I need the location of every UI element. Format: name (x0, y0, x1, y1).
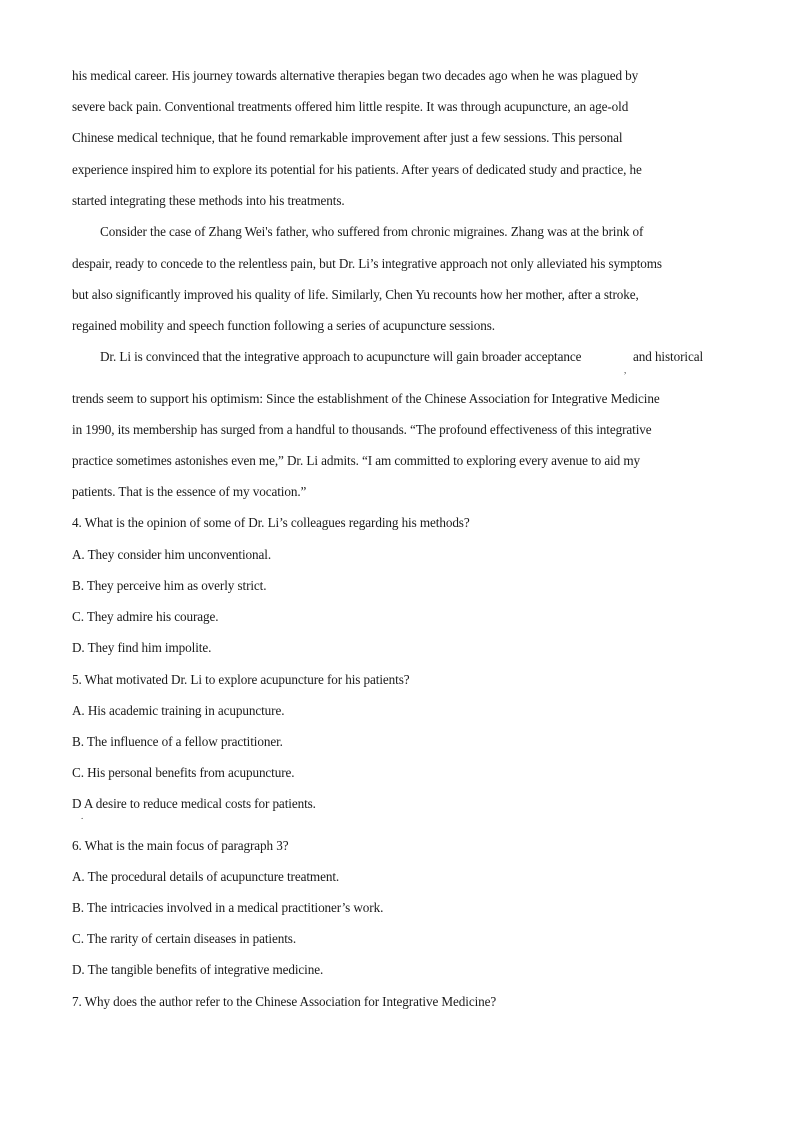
passage-line: his medical career. His journey towards alternative therapies began two decades ago when he was plagued by (72, 68, 639, 83)
question-stem: 6. What is the main focus of paragraph 3? (72, 838, 289, 853)
passage-line: Chinese medical technique, that he found remarkable improvement after just a few sessions. This personal (72, 130, 623, 145)
answer-option: A. His academic training in acupuncture. (72, 703, 285, 718)
answer-option: B. The intricacies involved in a medical practitioner’s work. (72, 900, 384, 915)
answer-option: A. They consider him unconventional. (72, 547, 272, 562)
passage-line: experience inspired him to explore its potential for his patients. After years of dedicated study and practice, he (72, 162, 642, 177)
passage-line: and historical (633, 349, 704, 364)
answer-option: D. They find him impolite. (72, 640, 212, 655)
stray-period-mark: . (81, 811, 84, 821)
passage-line: started integrating these methods into his treatments. (72, 193, 345, 208)
answer-option: B. They perceive him as overly strict. (72, 578, 267, 593)
passage-line: but also significantly improved his quality of life. Similarly, Chen Yu recounts how her mother, after a stroke, (72, 287, 639, 302)
question-stem: 7. Why does the author refer to the Chinese Association for Integrative Medicine? (72, 994, 497, 1009)
answer-option: B. The influence of a fellow practitioner. (72, 734, 283, 749)
answer-option: C. They admire his courage. (72, 609, 219, 624)
question-stem: 5. What motivated Dr. Li to explore acupuncture for his patients? (72, 672, 410, 687)
question-stem: 4. What is the opinion of some of Dr. Li’s colleagues regarding his methods? (72, 515, 470, 530)
passage-line: despair, ready to concede to the relentless pain, but Dr. Li’s integrative approach not only alleviated his symptoms (72, 256, 662, 271)
answer-option: A. The procedural details of acupuncture treatment. (72, 869, 340, 884)
passage-line: regained mobility and speech function following a series of acupuncture sessions. (72, 318, 495, 333)
answer-option: D A desire to reduce medical costs for patients. (72, 796, 316, 811)
passage-line: practice sometimes astonishes even me,” Dr. Li admits. “I am committed to exploring every avenue to aid my (72, 453, 641, 468)
passage-line: Consider the case of Zhang Wei's father, who suffered from chronic migraines. Zhang was at the brink of (100, 224, 644, 239)
passage-line: trends seem to support his optimism: Since the establishment of the Chinese Association for Integrative Medicine (72, 391, 660, 406)
passage-line: severe back pain. Conventional treatments offered him little respite. It was through acupuncture, an age-old (72, 99, 629, 114)
stray-comma-mark: , (624, 365, 627, 375)
answer-option: C. His personal benefits from acupuncture. (72, 765, 295, 780)
answer-option: D. The tangible benefits of integrative medicine. (72, 962, 324, 977)
passage-line: in 1990, its membership has surged from a handful to thousands. “The profound effectiveness of this integrative (72, 422, 652, 437)
answer-option: C. The rarity of certain diseases in patients. (72, 931, 297, 946)
passage-line: patients. That is the essence of my vocation.” (72, 484, 307, 499)
passage-line: Dr. Li is convinced that the integrative approach to acupuncture will gain broader acceptance (100, 349, 582, 364)
